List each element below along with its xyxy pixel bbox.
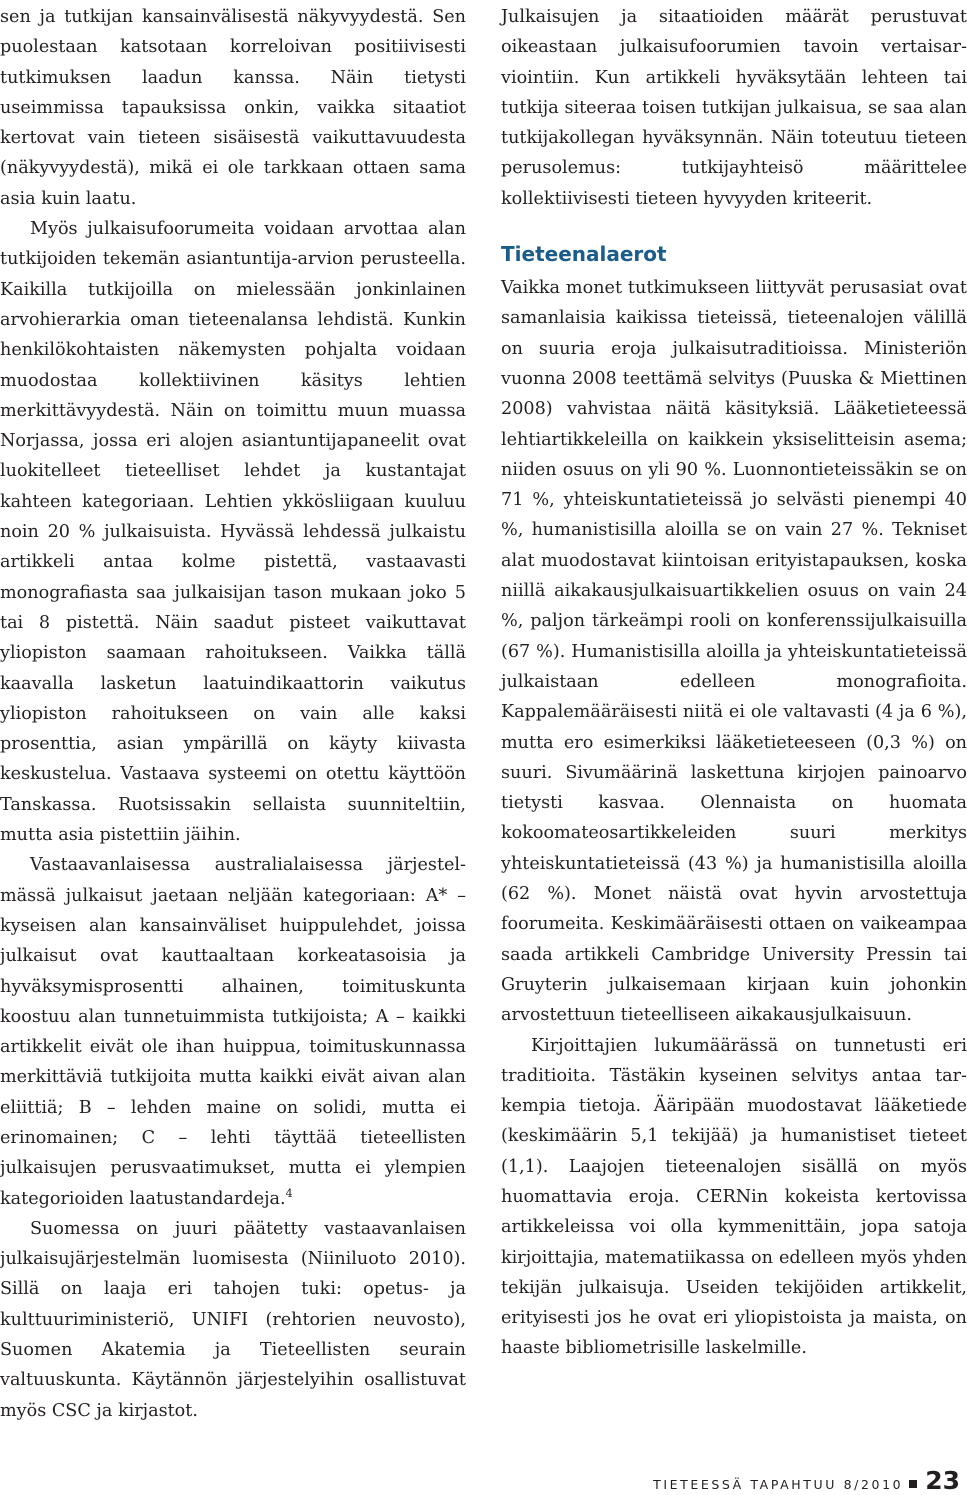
paragraph: Vaikka monet tutkimukseen liittyvät perusasiat ovat samanlaisia kaikissa tieteissä, tieteenalojen välillä on suuria eroja julkaisutraditioissa. Ministeriön vuonna 2008 teettämä selvitys (Puuska & Miettinen 2008) vahvistaa näitä käsityksiä. Lääketieteessä lehtiartikkeleilla on kaikkein yksiselitteisin asema; niiden osuus on yli 90 %. Luonnontieteissäkin se on 71 %, yhteiskuntatieteissä jo selvästi pienempi 40 %, humanistisilla aloilla se on vain 27 %. Tekniset alat muodostavat kiintoisan erityistapauksen, koska niillä aikakausjulkaisuartikkelien osuus on vain 24 %, paljon tärkeämpi rooli on konferenssijulkaisuilla (67 %). Humanistisilla aloilla ja yhteiskuntatieteissä julkaistaan edelleen monografioita. Kappalemääräisesti niitä ei ole valtavasti (4 ja 6 %), mutta ero esimerkiksi lääketieteeseen (0,3 %) on suuri. Sivumäärinä laskettuna kirjojen painoarvo tietysti kasvaa. Olennaista on huomata kokoomateosartikkeleiden suuri merkitys yhteiskuntatieteissä (43 %) ja humanistisilla aloilla (62 %). Monet näistä ovat hyvin arvostettuja foorumeita. Keskimääräisesti ottaen on vaikeampaa saada artikkeli Cambridge University Pressin tai Gruyterin julkaisemaan kirjaan kuin johonkin arvostettuun tieteelliseen aikakausjulkaisuun. <box>501 278 967 1026</box>
right-column <box>501 2 967 1364</box>
page-footer <box>653 1466 960 1495</box>
page-number: 23 <box>925 1466 960 1495</box>
paragraph <box>0 850 466 1214</box>
paragraph: Suomessa on juuri päätetty vastaavanlaisen julkaisujärjestelmän luomisesta (Niiniluoto 2010). Sillä on laaja eri tahojen tuki: opetus- ja kulttuuriministeriö, UNIFI (rehtorien neuvosto), Suomen Akatemia ja Tieteellisten seurain valtuuskunta. Käytännön järjestelyihin osallistuvat myös CSC ja kirjastot. <box>0 1218 466 1421</box>
paragraph: sen ja tutkijan kansainvälisestä näkyvyydestä. Sen puolestaan katsotaan korreloivan positiivisesti tutkimuksen laadun kanssa. Näin tietysti useimmissa tapauksissa onkin, vaikka sitaatiot kertovat vain tieteen sisäisestä vaikuttavuudesta (näkyvyydestä), mikä ei ole tarkkaan ottaen sama asia kuin laatu. <box>0 7 466 209</box>
paragraph: Kirjoittajien lukumäärässä on tunnetusti eri traditioita. Tästäkin kyseinen selvitys antaa tarkempia tietoja. Ääripään muodostavat lääketiede (keskimäärin 5,1 tekijää) ja humanistiset tieteet (1,1). Laajojen tieteenalojen sisällä on myös huomattavia eroja. CERNin kokeista kertovissa artikkeleissa voi olla kymmenittäin, jopa satoja kirjoittajia, matematiikassa on edelleen myös yhden tekijän julkaisuja. Useiden tekijöiden artikkelit, erityisesti jos he ovat eri yliopistoista ja maista, on haaste bibliometrisille laskelmille. <box>501 1035 967 1359</box>
section-heading: Tieteenalaerot <box>501 242 667 267</box>
square-separator-icon <box>909 1480 917 1488</box>
paragraph-text: Vastaavanlaisessa australialaisessa järjestelmässä julkaisut jaetaan neljään kategoriaan: A* – kyseisen alan kansainväliset huippulehdet, joissa julkaisut ovat kauttaaltaan korkeatasoisia ja hyväksymisprosentti alhainen, toimituskunta koostuu alan tunnetuimmista tutkijoista; A – kaikki artikkelit eivät ole ihan huippua, toimituskunnassa merkittäviä tutkijoita mutta kaikki eivät aivan alan eliittiä; B – lehden maine on solidi, mutta ei erinomainen; C – lehti täyttää tieteellisten julkaisujen perusvaatimukset, mutta ei ylempien kategorioiden laatustandardeja. <box>0 855 466 1209</box>
journal-name: TIETEESSÄ TAPAHTUU 8/2010 <box>653 1477 904 1492</box>
paragraph: Julkaisujen ja sitaatioiden määrät perustuvat oikeastaan julkaisufoorumien tavoin vertaisarviointiin. Kun artikkeli hyväksytään lehteen tai tutkija siteeraa toisen tutkijan julkaisua, se saa alan tutkijakollegan hyväksynnän. Näin toteutuu tieteen perusolemus: tutkijayhteisö määrittelee kollektiivisesti tieteen hyvyyden kriteerit. <box>501 7 967 209</box>
footnote-reference: 4 <box>285 1186 293 1200</box>
left-column <box>0 2 466 1426</box>
paragraph: Myös julkaisufoorumeita voidaan arvottaa alan tutkijoiden tekemän asiantuntija-arvion perusteella. Kaikilla tutkijoilla on mielessään jonkinlainen arvohierarkia oman tieteenalansa lehdistä. Kunkin henkilökohtaisten näkemysten pohjalta voidaan muodostaa kollektiivinen käsitys lehtien merkittävyydestä. Näin on toimittu muun muassa Norjassa, jossa eri alojen asiantuntijapaneelit ovat luokitelleet tieteelliset lehdet ja kustantajat kahteen kategoriaan. Lehtien ykkösliigaan kuuluu noin 20 % julkaisuista. Hyvässä lehdessä julkaistu artikkeli antaa kolme pistettä, vastaavasti monografiasta saa julkaisijan tason mukaan joko 5 tai 8 pistettä. Näin saadut pisteet vaikuttavat yliopiston saamaan rahoitukseen. Vaikka tällä kaavalla lasketun laatuindikaattorin vaikutus yliopiston rahoitukseen on vain alle kaksi prosenttia, asian ympärillä on käyty kiivasta keskustelua. Vastaava systeemi on otettu käyttöön Tanskassa. Ruotsissakin sellaista suunniteltiin, mutta asia pistettiin jäihin. <box>0 219 466 846</box>
